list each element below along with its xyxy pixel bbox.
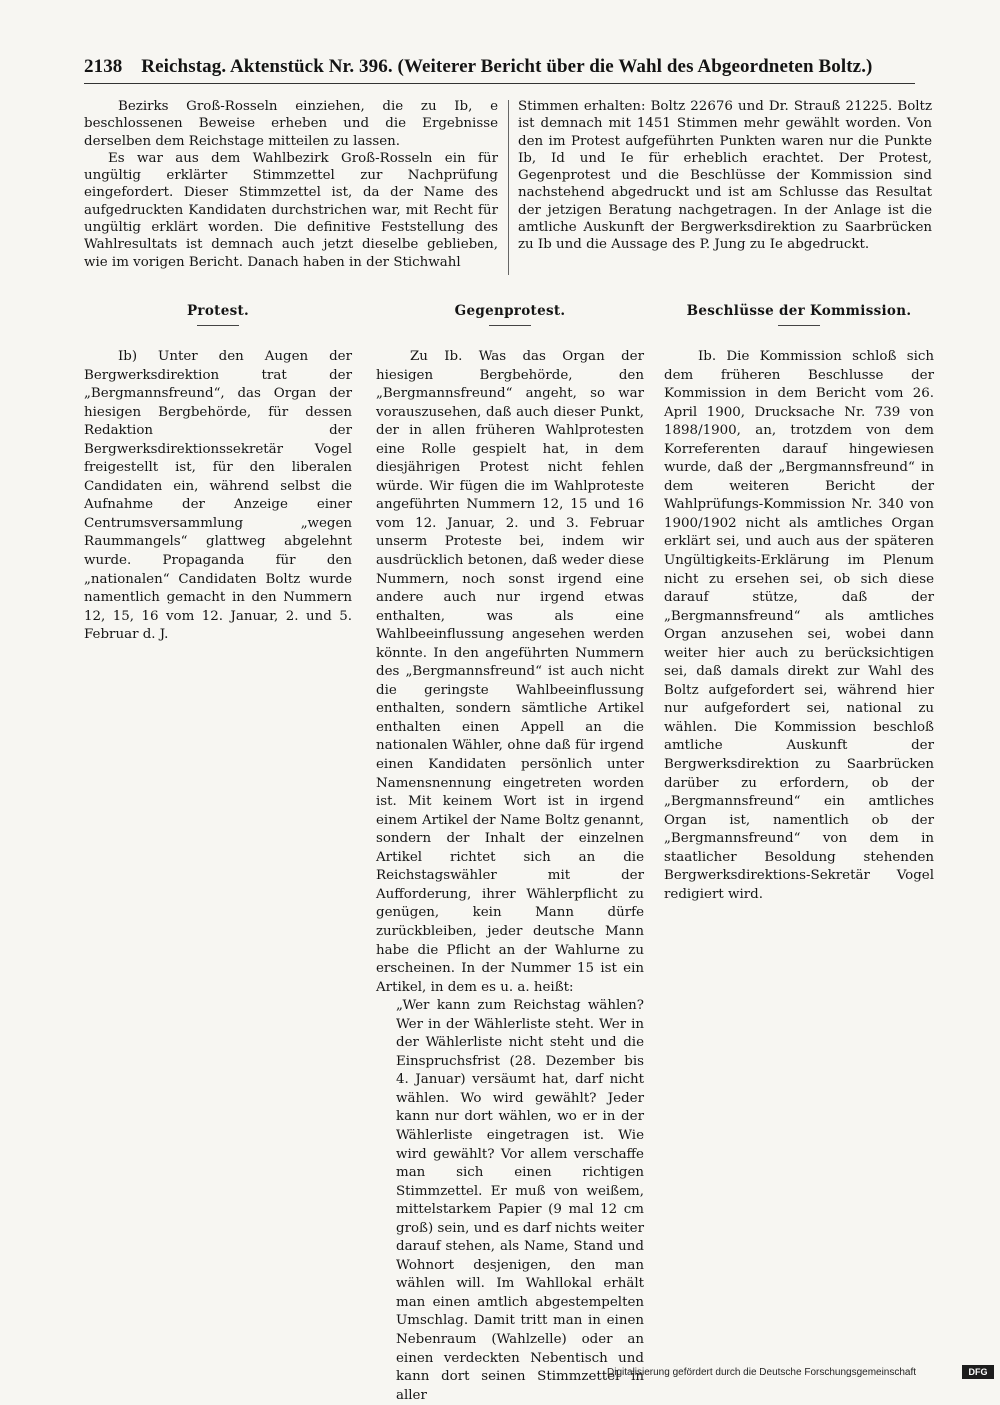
heading-rule: [197, 325, 239, 326]
intro-paragraph: Stimmen erhalten: Boltz 22676 und Dr. Strauß 21225. Boltz ist demnach mit 1451 Stimmen mehr gewählt worden. Von den im Protest aufgeführten Punkten waren nur die Punkte Ib, Id und Ie für erheblich erachtet. Der Protest, Gegenprotest und die Beschlüsse der Kommission sind nachstehend abgedruckt und ist am Schlusse das Resultat der jetzigen Beratung nachgetragen. In der Anlage ist die amtliche Auskunft der Bergwerksdirektion zu Saarbrücken zu Ib und die Aussage des P. Jung zu Ie abgedruckt.: [518, 99, 932, 253]
gegenprotest-text: Zu Ib. Was das Organ der hiesigen Bergbehörde, den „Bergmannsfreund“ angeht, so war vorauszusehen, daß auch dieser Punkt, der in allen früheren Wahlprotesten eine Rolle gespielt hat, in dem diesjährigen Protest nicht fehlen würde. Wir fügen die im Wahlproteste angeführten Nummern 12, 15 und 16 vom 12. Januar, 2. und 3. Februar unserm Proteste bei, indem wir ausdrücklich betonen, daß weder diese Nummern, noch sonst irgend eine andere auch nur irgend etwas enthalten, was als eine Wahlbeeinflussung angesehen werden könnte. In den angeführten Nummern des „Bergmannsfreund“ ist auch nicht die geringste Wahlbeeinflussung enthalten, sondern sämtliche Artikel enthalten einen Appell an die nationalen Wähler, ohne daß für irgend einen Kandidaten persönlich unter Namensnennung eingetreten worden ist. Mit keinem Wort ist in irgend einem Artikel der Name Boltz genannt, sondern der Inhalt der einzelnen Artikel richtet sich an die Reichstagswähler mit der Aufforderung, ihrer Wählerpflicht zu genügen, kein Mann dürfe zurückbleiben, jeder deutsche Mann habe die Pflicht an der Wahlurne zu erscheinen. In der Nummer 15 ist ein Artikel, in dem es u. a. heißt:: [376, 349, 644, 995]
beschluesse-text: Ib. Die Kommission schloß sich dem früheren Beschlusse der Kommission in dem Bericht vom 26. April 1900, Drucksache Nr. 739 von 1898/1900, an, trotzdem von dem Korreferenten darauf hingewiesen wurde, daß der „Bergmannsfreund“ in dem weiteren Bericht der Wahlprüfungs-Kommission Nr. 340 von 1900/1902 nicht als amtliches Organ erklärt sei, und auch aus der späteren Ungültigkeits-Erklärung im Plenum nicht zu ersehen sei, ob sich diese darauf stütze, daß der „Bergmannsfreund“ als amtliches Organ anzusehen sei, wobei dann weiter hier auch zu berücksichtigen sei, daß damals direkt zur Wahl des Boltz aufgefordert sei, während hier nur aufgefordert sei, national zu wählen. Die Kommission beschloß amtliche Auskunft der Bergwerksdirektion zu Saarbrücken darüber zu erfordern, ob der „Bergmannsfreund“ ein amtliches Organ ist, namentlich ob der „Bergmannsfreund“ von dem in staatlicher Besoldung stehenden Bergwerksdirektions-Sekretär Vogel redigiert wird.: [664, 349, 934, 902]
digitization-credit: Digitalisierung gefördert durch die Deutsche Forschungsgemeinschaft: [607, 1367, 917, 1378]
heading-rule: [778, 325, 820, 326]
protest-text: Ib) Unter den Augen der Bergwerksdirektion trat der „Bergmannsfreund“, das Organ der hiesigen Bergbehörde, für dessen Redaktion der Bergwerksdirektionssekretär Vogel freigestellt ist, für den liberalen Candidaten ein, während selbst die Aufnahme der Anzeige einer Centrumsversammlung „wegen Raummangels“ glattweg abgelehnt wurde. Propaganda für den „nationalen“ Candidaten Boltz wurde namentlich gemacht in den Nummern 12, 15, 16 vom 12. Januar, 2. und 5. Februar d. J.: [84, 349, 352, 643]
protest-heading: Protest.: [186, 303, 250, 319]
beschluesse-heading: Beschlüsse der Kommission.: [686, 303, 912, 319]
intro-right-column: [518, 98, 932, 254]
running-header: [84, 56, 914, 78]
intro-left-column: [84, 98, 498, 271]
gegenprotest-heading: Gegenprotest.: [454, 303, 566, 319]
header-rule: [84, 83, 915, 84]
protest-column: [84, 348, 352, 645]
gegenprotest-column: [376, 348, 644, 1405]
header-title: Reichstag. Aktenstück Nr. 396. (Weiterer Bericht über die Wahl des Abgeordneten Boltz.): [141, 56, 873, 77]
intro-paragraph: Es war aus dem Wahlbezirk Groß-Rosseln ein für ungültig erklärter Stimmzettel zur Nachprüfung eingefordert. Dieser Stimmzettel ist, da der Name des aufgedruckten Kandidaten durchstrichen war, mit Recht für ungültig erklärt worden. Die definitive Feststellung des Wahlresultats ist demnach auch jetzt dieselbe geblieben, wie im vorigen Bericht. Danach haben in der Stichwahl: [84, 150, 498, 270]
intro-paragraph: Bezirks Groß-Rosseln einziehen, die zu Ib, e beschlossenen Beweise erheben und die Ergebnisse derselben dem Reichstage mitteilen zu lassen.: [84, 99, 498, 149]
heading-rule: [489, 325, 531, 326]
column-divider: [508, 100, 509, 275]
beschluesse-column: [664, 348, 934, 904]
dfg-logo: DFG: [962, 1365, 994, 1379]
page-number: 2138: [84, 56, 123, 77]
quoted-article: „Wer kann zum Reichstag wählen? Wer in der Wählerliste steht. Wer in der Wählerliste nicht steht und die Einspruchsfrist (28. Dezember bis 4. Januar) versäumt hat, darf nicht wählen. Wo wird gewählt? Jeder kann nur dort wählen, wo er in der Wählerliste eingetragen ist. Wie wird gewählt? Vor allem verschaffe man sich einen richtigen Stimmzettel. Er muß von weißem, mittelstarkem Papier (9 mal 12 cm groß) sein, und es darf nichts weiter darauf stehen, als Name, Stand und Wohnort desjenigen, den man wählen will. Im Wahllokal erhält man einen amtlich abgestempelten Umschlag. Damit tritt man in einen Nebenraum (Wahlzelle) oder an einen verdeckten Nebentisch und kann dort seinen Stimmzettel in aller: [396, 998, 644, 1403]
